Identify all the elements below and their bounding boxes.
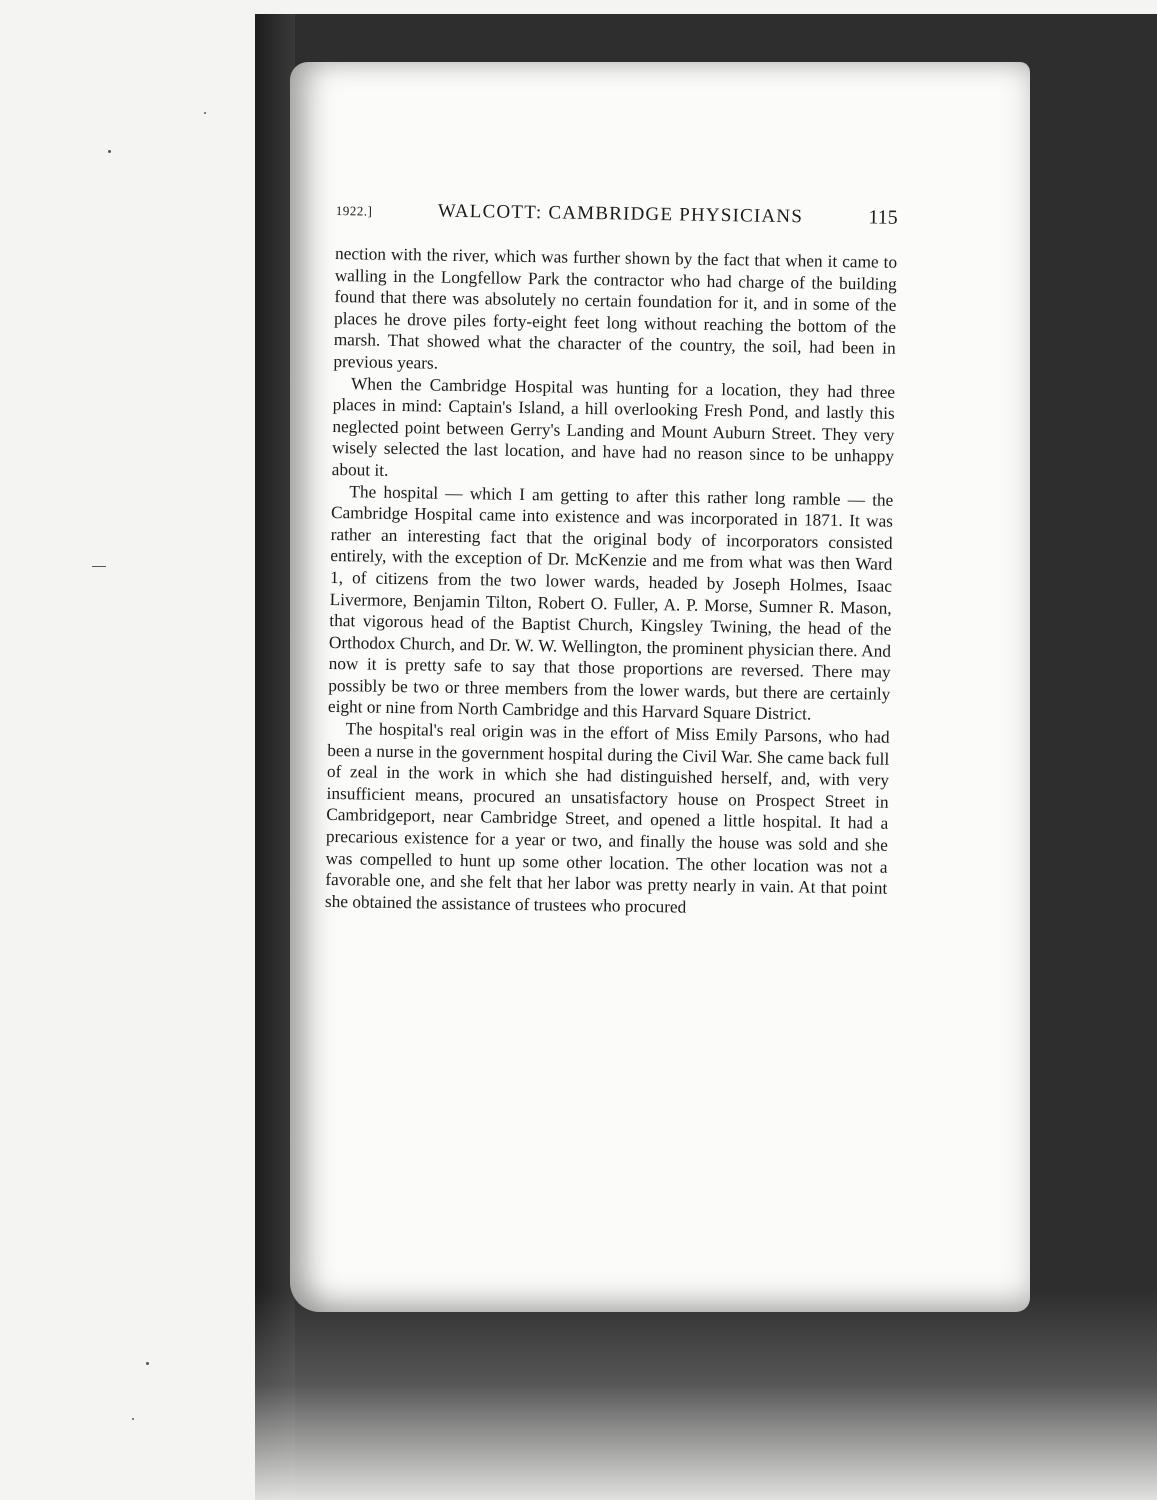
scan-spine-shadow bbox=[255, 14, 295, 1500]
scan-speck bbox=[146, 1362, 149, 1365]
page-content bbox=[325, 198, 898, 921]
running-head bbox=[336, 198, 898, 230]
running-head-year: 1922.] bbox=[335, 202, 373, 219]
scan-speck bbox=[108, 150, 111, 153]
paragraph-3: The hospital — which I am getting to after this rather long ramble — the Cambridge Hospital came into existence and was incorporated in 1871. It was rather an interesting fact that the original body of incorporators consisted entirely, with the exception of Dr. McKenzie and me from what was then Ward 1, of citizens from the two lower wards, headed by Joseph Holmes, Isaac Livermore, Benjamin Tilton, Robert O. Fuller, A. P. Morse, Sumner R. Mason, that vigorous head of the Baptist Church, Kingsley Twining, the head of the Orthodox Church, and Dr. W. W. Wellington, the prominent physician there. And now it is pretty safe to say that those proportions are reversed. There may possibly be two or three members from the lower wards, but there are certainly eight or nine from North Cambridge and this Harvard Square District. bbox=[327, 481, 894, 724]
running-head-title: WALCOTT: CAMBRIDGE PHYSICIANS bbox=[437, 200, 804, 228]
page-number: 115 bbox=[868, 206, 898, 229]
scan-speck bbox=[204, 112, 206, 114]
paragraph-2: When the Cambridge Hospital was hunting for a location, they had three places in mind: Captain's Island, a hill overlooking Fresh Pond, and lastly this neglected point between Gerry's Landing and Mount Auburn Street. They very wisely selected the last location, and have had no reason since to be unhappy about it. bbox=[331, 373, 896, 480]
scan-bottom-fade bbox=[255, 1290, 1157, 1500]
body-text bbox=[325, 243, 897, 921]
scan-speck bbox=[132, 1418, 134, 1420]
book-page bbox=[290, 62, 1030, 1312]
scan-speck bbox=[92, 566, 106, 567]
paragraph-4: The hospital's real origin was in the effort of Miss Emily Parsons, who had been a nurse in the government hospital during the Civil War. She came back full of zeal in the work in which she had distinguished herself, and, with very insufficient means, procured an unsatisfactory house on Prospect Street in Cambridgeport, near Cambridge Street, and opened a little hospital. It had a precarious existence for a year or two, and finally the house was sold and she was compelled to hunt up some other location. The other location was not a favorable one, and she felt that her labor was pretty nearly in vain. At that point she obtained the assistance of trustees who procured bbox=[324, 719, 890, 917]
paragraph-1: nection with the river, which was further shown by the fact that when it came to walling in the Longfellow Park the contractor who had charge of the building found that there was absolutely no certain foundation for it, and in some of the places he drove piles forty-eight feet long without reaching the bottom of the marsh. That showed what the character of the country, the soil, had been in previous years. bbox=[333, 243, 898, 373]
